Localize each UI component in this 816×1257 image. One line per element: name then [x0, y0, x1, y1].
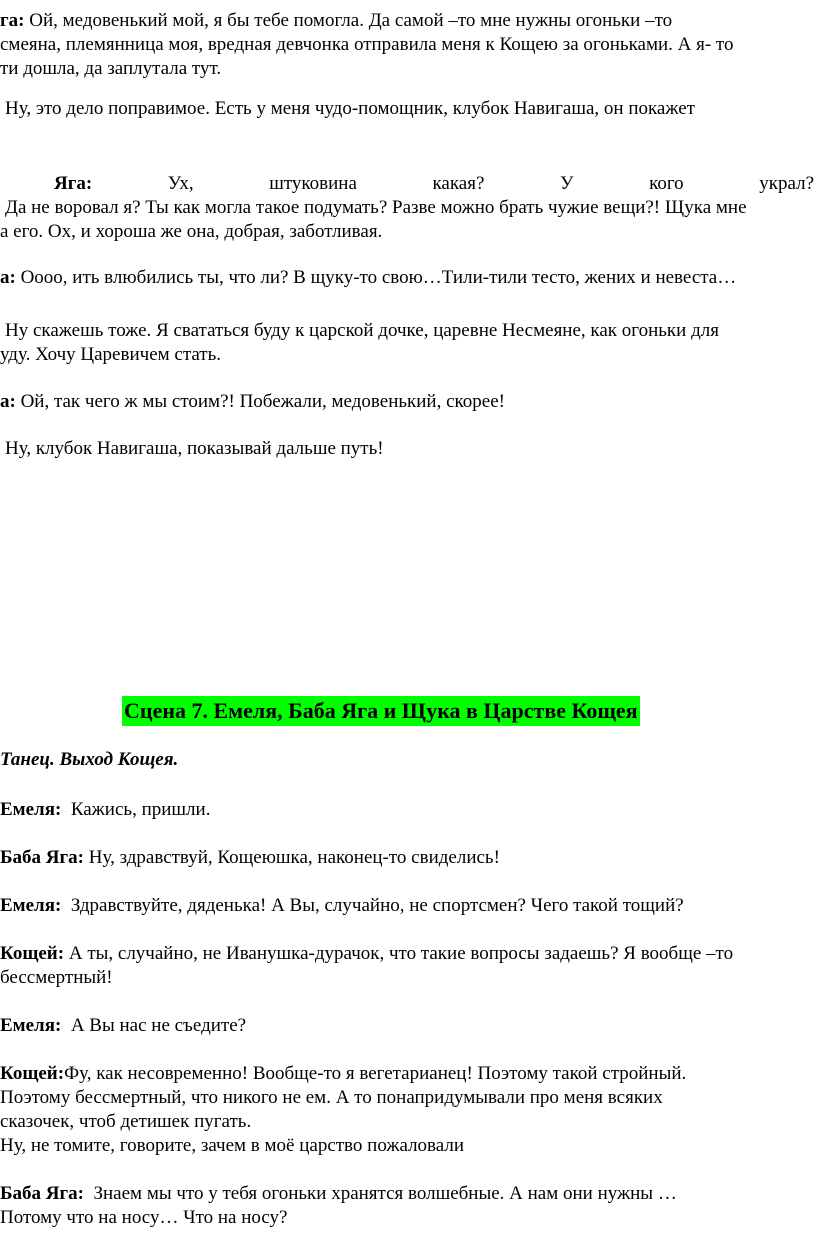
dialogue-line: а его. Ох, и хороша же она, добрая, заботливая.: [0, 221, 383, 242]
dialogue-line: [0, 266, 736, 290]
dialogue-text: Знаем мы что у тебя огоньки хранятся волшебные. А нам они нужны …: [93, 1183, 677, 1204]
speaker-label: а:: [0, 391, 16, 412]
dialogue-line: Ну скажешь тоже. Я свататься буду к царской дочке, царевне Несмеяне, как огоньки для: [5, 320, 719, 341]
dialogue-text: Кажись, пришли.: [70, 799, 211, 820]
dialogue-line: Поэтому бессмертный, что никого не ем. А то понапридумывали про меня всяких: [0, 1087, 663, 1108]
speaker-label: Кощей:: [0, 943, 65, 964]
dialogue-text: Ой, так чего ж мы стоим?! Побежали, медовенький, скорее!: [20, 391, 505, 412]
dialogue-line: уду. Хочу Царевичем стать.: [0, 344, 222, 365]
speaker-label: Емеля:: [0, 895, 62, 916]
dialogue-line: [0, 846, 500, 870]
dialogue-text: А Вы нас не съедите?: [70, 1015, 247, 1036]
dialogue-line: Да не воровал я? Ты как могла такое подумать? Разве можно брать чужие вещи?! Щука мне: [5, 197, 747, 218]
dialogue-text: Ну, здравствуй, Кощеюшка, наконец-то свиделись!: [88, 847, 500, 868]
dialogue-line: [0, 798, 210, 822]
dialogue-line: Ну, не томите, говорите, зачем в моё царство пожаловали: [0, 1135, 465, 1156]
speaker-label: Баба Яга:: [0, 1183, 84, 1204]
speaker-label: Баба Яга:: [0, 847, 84, 868]
dialogue-line: [0, 942, 733, 966]
dialogue-text: Оооо, ить влюбились ты, что ли? В щуку-то свою…Тили-тили тесто, жених и невеста…: [20, 267, 737, 288]
dialogue-line: [0, 894, 684, 918]
speaker-label: га:: [0, 10, 25, 31]
speaker-label: Емеля:: [0, 1015, 62, 1036]
dialogue-text: Ух, штуковина какая? У кого украл?: [167, 173, 815, 194]
dialogue-line: [0, 1062, 686, 1086]
dialogue-text: Фу, как несовременно! Вообще-то я вегетарианец! Поэтому такой стройный.: [64, 1063, 687, 1084]
dialogue-line: смеяна, племянница моя, вредная девчонка отправила меня к Кощею за огоньками. А я- то: [0, 34, 734, 55]
dialogue-text: Ой, медовенький мой, я бы тебе помогла. Да самой –то мне нужны огоньки –то: [29, 10, 673, 31]
speaker-label: а:: [0, 267, 16, 288]
speaker-label: Кощей:: [0, 1063, 65, 1084]
dialogue-text: А ты, случайно, не Иванушка-дурачок, что такие вопросы задаешь? Я вообще –то: [68, 943, 734, 964]
speaker-label: Яга:: [54, 173, 93, 194]
dialogue-line: ти дошла, да заплутала тут.: [0, 58, 222, 79]
dialogue-line: [0, 1014, 246, 1038]
stage-direction: Танец. Выход Кощея.: [0, 749, 179, 770]
dialogue-line: [54, 172, 814, 196]
dialogue-line: Потому что на носу… Что на носу?: [0, 1207, 288, 1228]
dialogue-line: [0, 1182, 677, 1206]
dialogue-line: Ну, это дело поправимое. Есть у меня чудо-помощник, клубок Навигаша, он покажет: [5, 98, 695, 119]
dialogue-line: сказочек, чтоб детишек пугать.: [0, 1111, 252, 1132]
dialogue-text: Здравствуйте, дяденька! А Вы, случайно, не спортсмен? Чего такой тощий?: [70, 895, 684, 916]
dialogue-line: бессмертный!: [0, 967, 113, 988]
dialogue-line: [0, 390, 505, 414]
scene-heading: Сцена 7. Емеля, Баба Яга и Щука в Царстве Кощея: [122, 696, 640, 726]
dialogue-line: [0, 9, 672, 33]
speaker-label: Емеля:: [0, 799, 62, 820]
dialogue-line: Ну, клубок Навигаша, показывай дальше путь!: [5, 438, 384, 459]
